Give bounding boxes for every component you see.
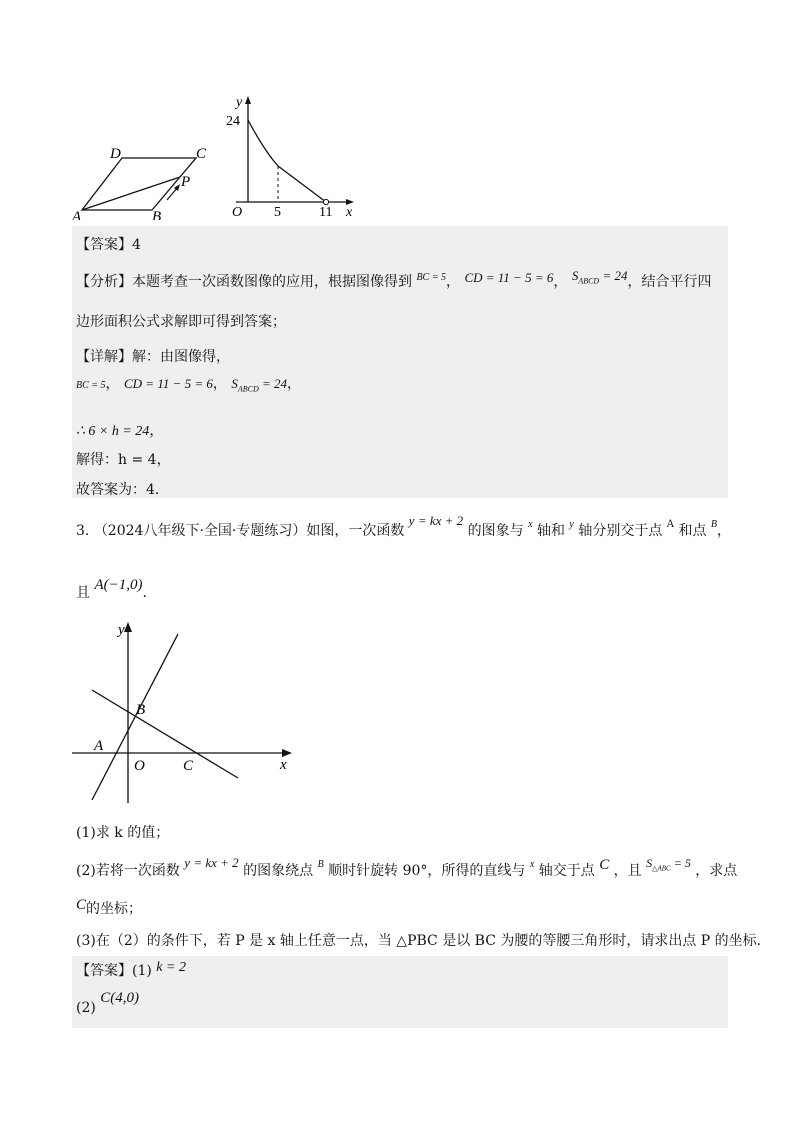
analysis-math-cd: CD = 11 − 5 = 6 xyxy=(464,270,554,285)
fig2-point-B: B xyxy=(136,702,146,718)
analysis-suffix: ，结合平行四 xyxy=(627,274,712,290)
question3-line1: 3. （2024八年级下·全国·专题练习）如图，一次函数 y = kx + 2 的图象与 $^x$ 轴和 $^y$ 轴分别交于点 $^A$ 和点 $^B$， xyxy=(76,513,732,539)
label-B: B xyxy=(152,209,162,220)
linear-function-figure xyxy=(70,618,300,808)
solve-line: 解得：h = 4， xyxy=(76,452,171,468)
final-line: 故答案为：4. xyxy=(76,482,160,498)
part1-line: (1)求 k 的值； xyxy=(76,825,170,841)
answer3-line2: (2) C(4,0) xyxy=(76,990,140,1016)
fig2-origin: O xyxy=(134,758,145,774)
analysis-prefix: 【分析】本题考查一次函数图像的应用，根据图像得到 xyxy=(76,274,412,290)
label-D: D xyxy=(110,146,121,162)
axis-x-label: x xyxy=(346,205,353,220)
tick-5: 5 xyxy=(274,205,281,220)
axis-y-label: y xyxy=(236,95,243,110)
fig2-point-A: A xyxy=(94,738,104,754)
therefore-line: ∴ 6 × h = 24， xyxy=(76,423,164,439)
origin-label: O xyxy=(232,205,243,220)
part2-area: $S_{\triangle ABC} = 5$ xyxy=(646,856,691,873)
point-A: A(−1,0) xyxy=(94,577,143,593)
tick-24: 24 xyxy=(226,114,240,129)
detail-line: 【详解】解：由图像得， xyxy=(76,349,230,365)
label-C: C xyxy=(196,146,207,162)
question-function: y = kx + 2 xyxy=(408,513,464,528)
question3-line2: 且 A(−1,0). xyxy=(76,577,147,601)
detail-math-area: $S_{ABCD} = 24$ xyxy=(231,376,288,394)
analysis-math-area: $S_{ABCD} = 24$ xyxy=(571,268,628,286)
analysis-line-2: 边形面积公式求解即可得到答案； xyxy=(76,314,286,330)
analysis-line: 【分析】本题考查一次函数图像的应用，根据图像得到 $^{BC = 5}$， CD = 11 − 5 = 6， $S_{ABCD} = 24$，结合平行四 xyxy=(76,268,712,290)
detail-math-cd: CD = 11 − 5 = 6 xyxy=(123,376,213,391)
analysis-math-bc: BC = 5 xyxy=(416,272,446,283)
fig2-point-C: C xyxy=(183,758,194,774)
part3-line: (3)在（2）的条件下，若 P 是 x 轴上任意一点，当 △PBC 是以 BC 为腰的等腰三角形时，请求出点 P 的坐标. xyxy=(76,933,762,949)
label-P: P xyxy=(181,174,191,190)
part2-line: (2)若将一次函数 y = kx + 2 的图象绕点 $^B$ 顺时针旋转 90°，所得的直线与 $^x$ 轴交于点 C ，且 $S_{\triangle ABC} = 5$ ，求点 xyxy=(76,855,738,879)
fig2-axis-y: y xyxy=(118,622,125,638)
detail-math-line: BC = 5， CD = 11 − 5 = 6， $S_{ABCD} = 24$， xyxy=(76,376,302,394)
fig2-axis-x: x xyxy=(280,757,287,773)
area-graph-figure xyxy=(222,92,362,222)
parallelogram-figure xyxy=(70,140,210,220)
question-number: 3. xyxy=(76,523,90,539)
question-source: （2024八年级下·全国·专题练习）如图，一次函数 xyxy=(93,523,405,539)
part2-line2: C的坐标； xyxy=(76,897,143,917)
label-A: A xyxy=(72,209,82,220)
answer-line: 【答案】4 xyxy=(76,237,141,253)
answer3-line1: 【答案】(1) k = 2 xyxy=(76,960,186,979)
detail-math-bc: BC = 5 xyxy=(76,380,106,391)
tick-11: 11 xyxy=(319,205,333,220)
